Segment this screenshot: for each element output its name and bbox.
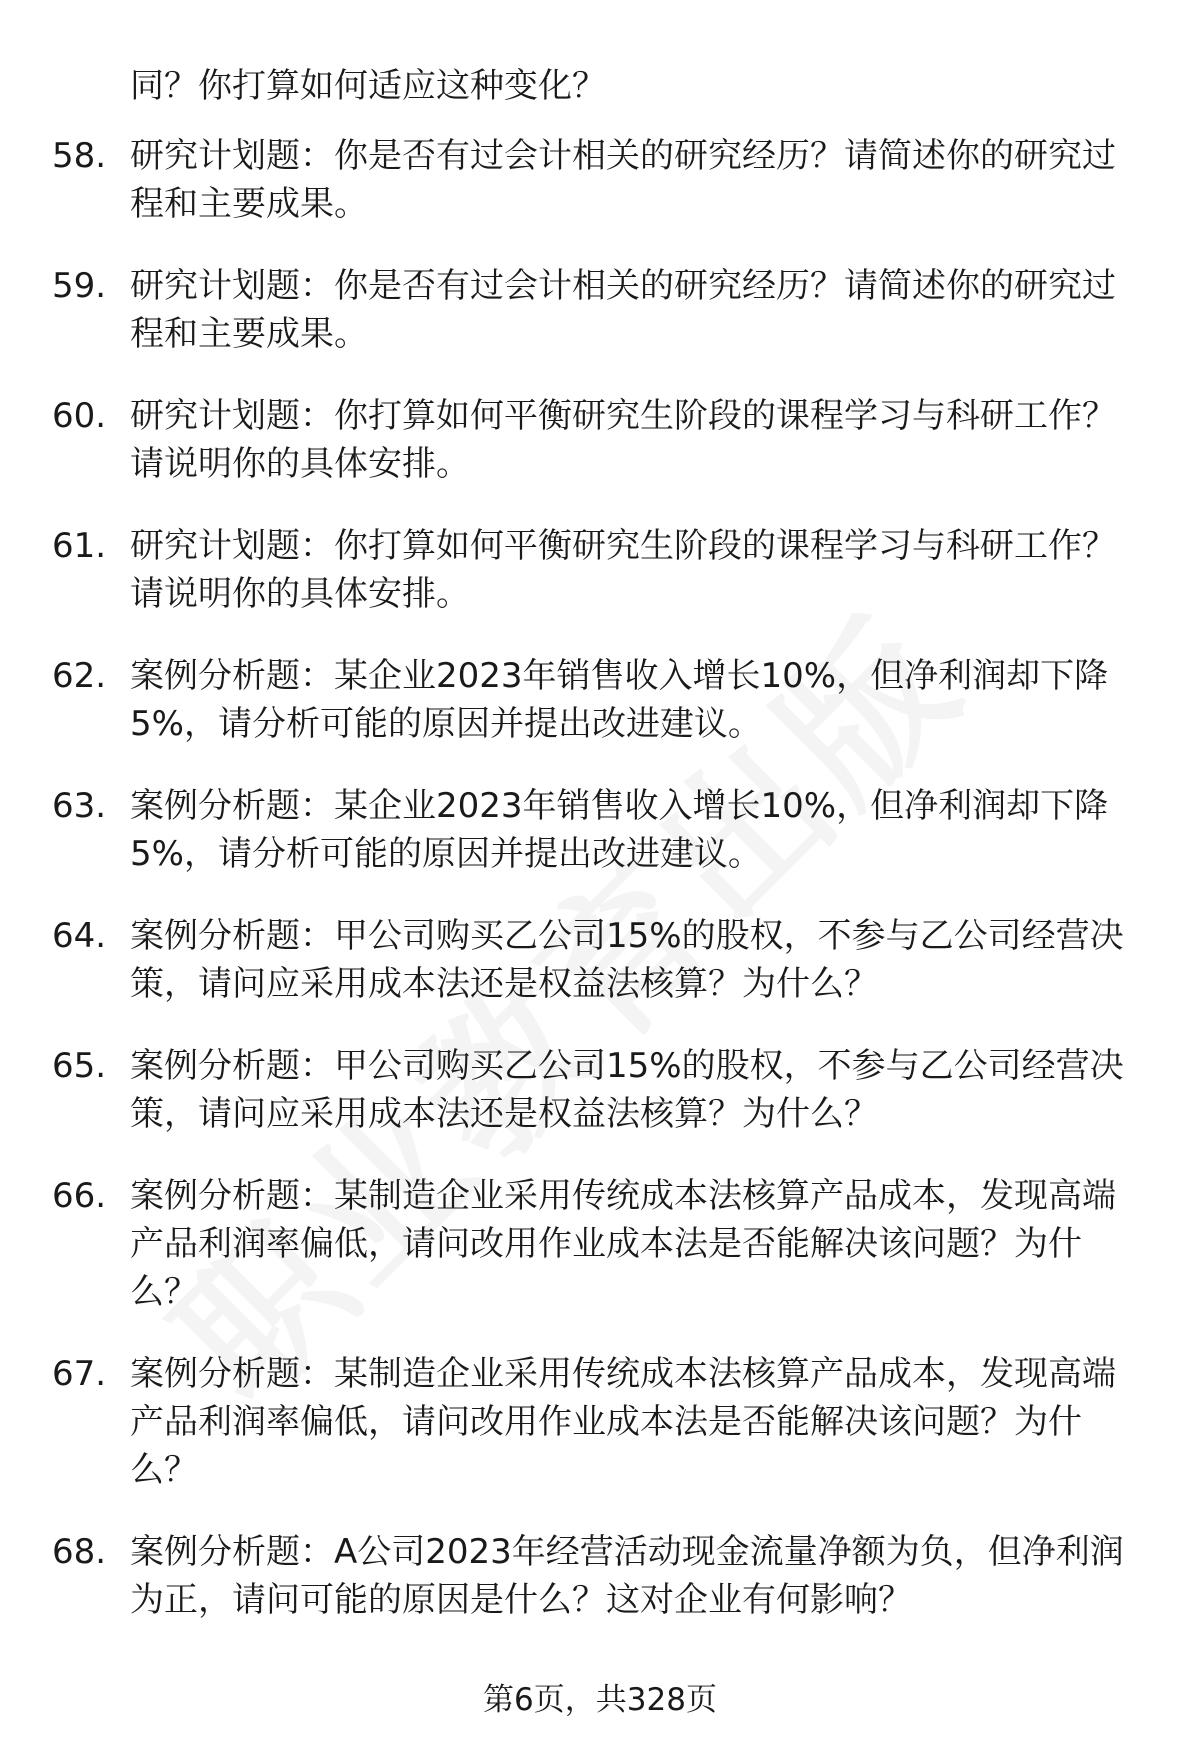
question-text: 案例分析题：A公司2023年经营活动现金流量净额为负，但净利润为正，请问可能的原因是什么？这对企业有何影响？ — [130, 1532, 1124, 1620]
question-text: 案例分析题：甲公司购买乙公司15%的股权，不参与乙公司经营决策，请问应采用成本法还是权益法核算？为什么？ — [130, 1046, 1124, 1134]
question-number: 61. — [52, 526, 107, 566]
question-number: 62. — [52, 656, 107, 696]
question-number: 63. — [52, 786, 107, 826]
question-number: 58. — [52, 136, 107, 176]
page-footer: 第6页，共328页 — [483, 1682, 717, 1718]
question-text: 案例分析题：某企业2023年销售收入增长10%，但净利润却下降5%，请分析可能的原因并提出改进建议。 — [130, 656, 1109, 744]
question-text: 研究计划题：你是否有过会计相关的研究经历？请简述你的研究过程和主要成果。 — [130, 136, 1116, 224]
question-text: 案例分析题：某制造企业采用传统成本法核算产品成本，发现高端产品利润率偏低，请问改用作业成本法是否能解决该问题？为什么？ — [130, 1354, 1116, 1490]
question-number: 66. — [52, 1176, 107, 1216]
question-text: 研究计划题：你是否有过会计相关的研究经历？请简述你的研究过程和主要成果。 — [130, 266, 1116, 354]
question-text: 案例分析题：某制造企业采用传统成本法核算产品成本，发现高端产品利润率偏低，请问改用作业成本法是否能解决该问题？为什么？ — [130, 1176, 1116, 1312]
question-number: 67. — [52, 1354, 107, 1394]
question-text: 案例分析题：某企业2023年销售收入增长10%，但净利润却下降5%，请分析可能的原因并提出改进建议。 — [130, 786, 1109, 874]
question-number: 68. — [52, 1532, 107, 1572]
question-number: 64. — [52, 916, 107, 956]
question-number: 65. — [52, 1046, 107, 1086]
continuation-text: 同？你打算如何适应这种变化？ — [130, 66, 606, 106]
question-number: 60. — [52, 396, 107, 436]
question-text: 研究计划题：你打算如何平衡研究生阶段的课程学习与科研工作？请说明你的具体安排。 — [130, 526, 1116, 614]
question-text: 案例分析题：甲公司购买乙公司15%的股权，不参与乙公司经营决策，请问应采用成本法还是权益法核算？为什么？ — [130, 916, 1124, 1004]
question-text: 研究计划题：你打算如何平衡研究生阶段的课程学习与科研工作？请说明你的具体安排。 — [130, 396, 1116, 484]
question-number: 59. — [52, 266, 107, 306]
